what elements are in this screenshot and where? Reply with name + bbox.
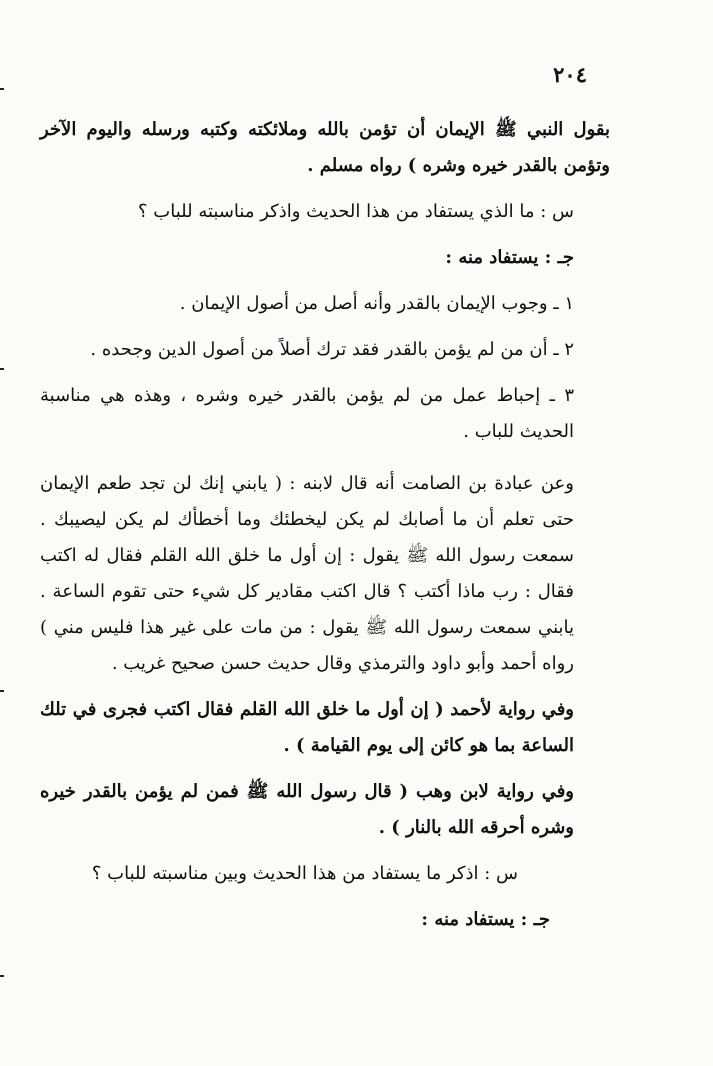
page-number: ٢٠٤	[553, 62, 587, 87]
question-2: س : اذكر ما يستفاد من هذا الحديث وبين مناسبته للباب ؟	[91, 863, 518, 884]
paragraph-ibn-wahb-narration: وفي رواية لابن وهب ( قال رسول الله ﷺ فمن لم يؤمن بالقدر خيره وشره أحرقه الله بالنار ) .	[40, 781, 574, 838]
margin-mark	[0, 88, 4, 90]
margin-mark	[0, 690, 4, 692]
answer-2-heading: جـ : يستفاد منه :	[421, 909, 550, 930]
question-1: س : ما الذي يستفاد من هذا الحديث واذكر مناسبته للباب ؟	[138, 201, 574, 222]
margin-mark	[0, 368, 4, 370]
margin-mark	[0, 975, 4, 977]
answer-1-heading: جـ : يستفاد منه :	[445, 247, 574, 268]
paragraph-ubada: وعن عبادة بن الصامت أنه قال لابنه : ( يابني إنك لن تجد طعم الإيمان حتى تعلم أن ما أصابك لم يكن ليخطئك وما أخطأك لم يكن ليصيبك . سمعت رسول الله ﷺ يقول : إن أول ما خلق الله القلم فقال له اكتب فقال : رب ماذا أكتب ؟ قال اكتب مقادير كل شيء حتى تقوم الساعة . يابني سمعت رسول الله ﷺ يقول : من مات على غير هذا فليس مني ) رواه أحمد وأبو داود والترمذي وقال حديث حسن صحيح غريب .	[40, 473, 574, 674]
page-body	[40, 60, 610, 948]
list-item-2: ٢ ـ أن من لم يؤمن بالقدر فقد ترك أصلاً من أصول الدين وجحده .	[90, 339, 574, 360]
paragraph-ahmad-narration: وفي رواية لأحمد ( إن أول ما خلق الله القلم فقال اكتب فجرى في تلك الساعة بما هو كائن إلى يوم القيامة ) .	[40, 699, 574, 756]
list-item-1: ١ ـ وجوب الإيمان بالقدر وأنه أصل من أصول الإيمان .	[179, 293, 574, 314]
list-item-3: ٣ ـ إحباط عمل من لم يؤمن بالقدر خيره وشره ، وهذه هي مناسبة الحديث للباب .	[40, 385, 574, 442]
paragraph-hadith-iman: بقول النبي ﷺ الإيمان أن تؤمن بالله وملائكته وكتبه ورسله واليوم الآخر وتؤمن بالقدر خيره وشره ) رواه مسلم .	[40, 119, 610, 176]
